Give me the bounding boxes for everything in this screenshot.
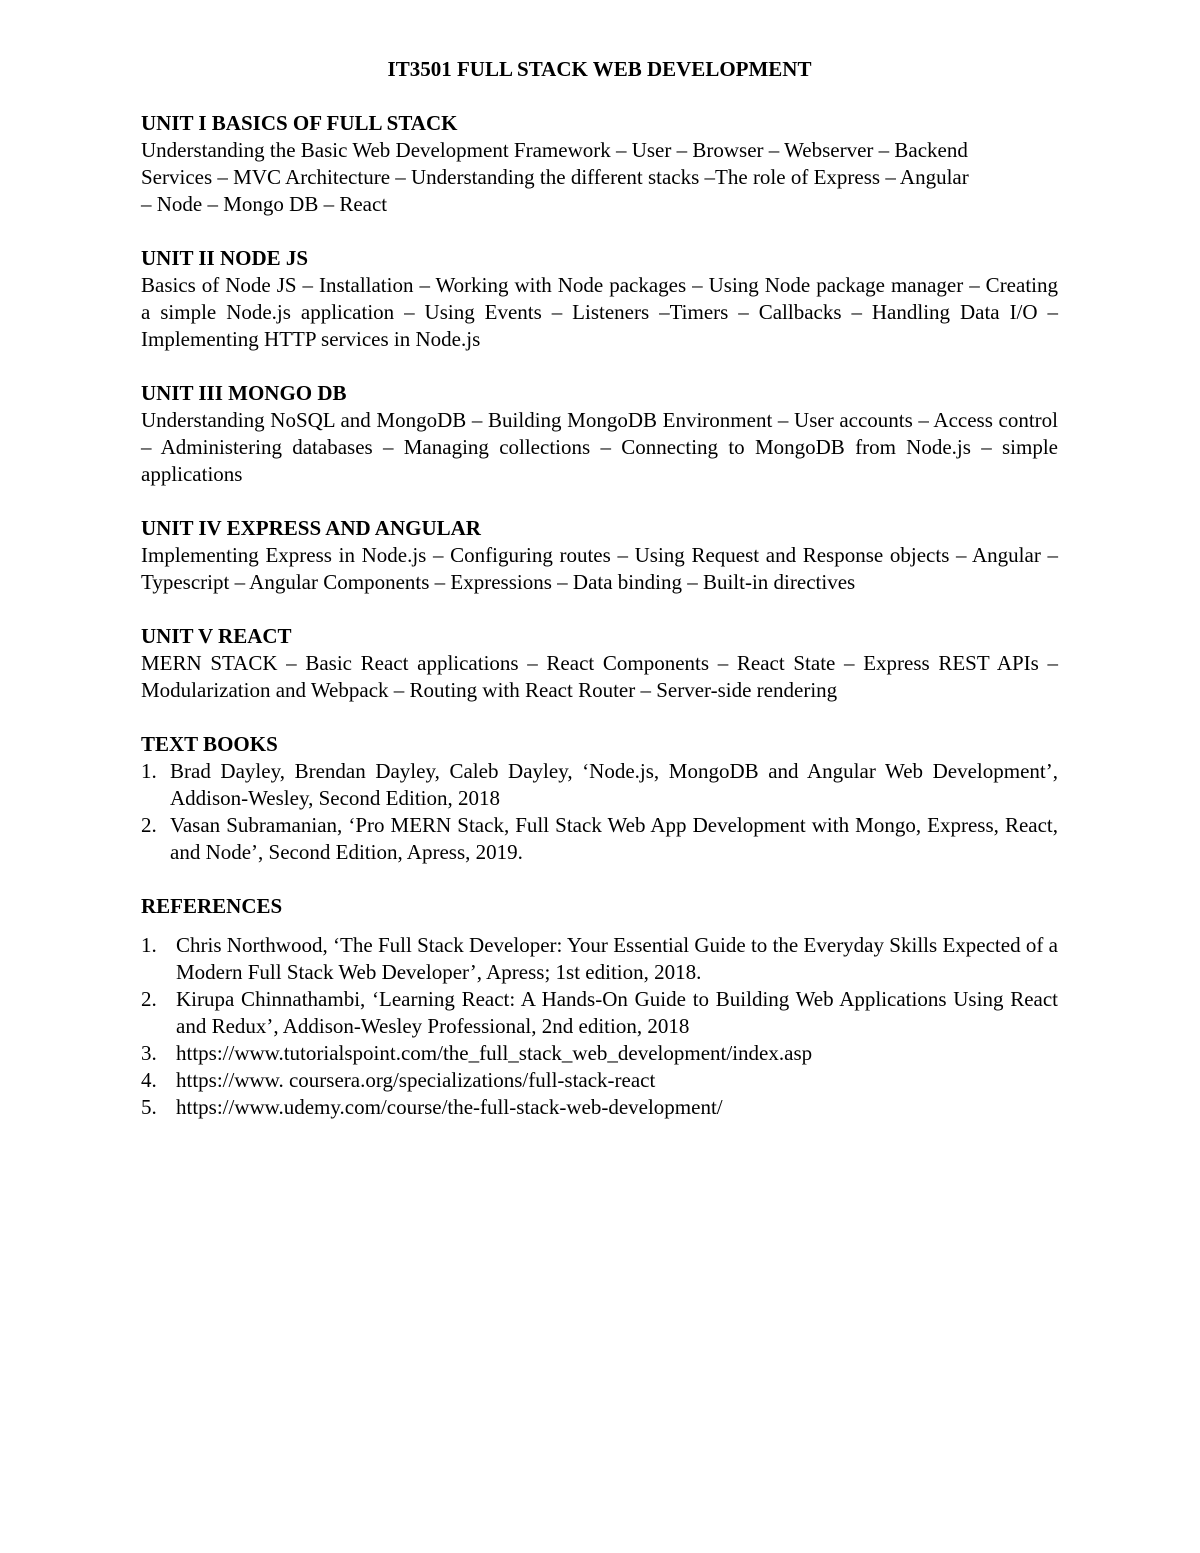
list-item xyxy=(141,1040,1058,1067)
unit-5-section xyxy=(141,623,1058,704)
list-item xyxy=(141,758,1058,812)
list-number: 1. xyxy=(141,933,157,957)
text-books-list xyxy=(141,758,1058,866)
reference-link: https://www.udemy.com/course/the-full-stack-web-development/ xyxy=(176,1095,723,1119)
unit-5-heading: UNIT V REACT xyxy=(141,624,292,648)
unit-4-body xyxy=(141,542,1058,596)
text-books-section xyxy=(141,731,1058,866)
list-item-text: Chris Northwood, ‘The Full Stack Developer: Your Essential Guide to the Everyday Skills Expected of a Modern Full Stack Web Developer’, Apress; 1st edition, 2018. xyxy=(176,933,1058,984)
list-item xyxy=(141,1094,1058,1121)
unit-5-body xyxy=(141,650,1058,704)
list-item xyxy=(141,986,1058,1040)
text-books-heading: TEXT BOOKS xyxy=(141,732,278,756)
page-title: IT3501 FULL STACK WEB DEVELOPMENT xyxy=(387,57,812,81)
unit-1-line: Services – MVC Architecture – Understanding the different stacks –The role of Express – Angular xyxy=(141,165,969,189)
list-item xyxy=(141,1067,1058,1094)
unit-2-body xyxy=(141,272,1058,353)
reference-link: https://www.tutorialspoint.com/the_full_stack_web_development/index.asp xyxy=(176,1041,813,1065)
unit-2-heading: UNIT II NODE JS xyxy=(141,246,309,270)
unit-1-line: – Node – Mongo DB – React xyxy=(141,192,388,216)
unit-1-heading: UNIT I BASICS OF FULL STACK xyxy=(141,111,458,135)
unit-3-heading: UNIT III MONGO DB xyxy=(141,381,347,405)
references-list xyxy=(141,932,1058,1121)
list-number: 2. xyxy=(141,813,157,837)
unit-3-section xyxy=(141,380,1058,488)
unit-2-text: Basics of Node JS – Installation – Working with Node packages – Using Node package manager – Creating a simple Node.js application – Using Events – Listeners –Timers – Callbacks – Handling Data I/O – Implementing HTTP services in Node.js xyxy=(141,273,1058,351)
unit-5-text: MERN STACK – Basic React applications – React Components – React State – Express REST APIs – Modularization and Webpack – Routing with React Router – Server-side rendering xyxy=(141,651,1058,702)
list-number: 4. xyxy=(141,1068,157,1092)
unit-1-line: Understanding the Basic Web Development Framework – User – Browser – Webserver – Backend xyxy=(141,138,968,162)
list-number: 3. xyxy=(141,1041,157,1065)
list-item-text: Vasan Subramanian, ‘Pro MERN Stack, Full Stack Web App Development with Mongo, Express, React, and Node’, Second Edition, Apress, 2019. xyxy=(170,813,1058,864)
list-number: 2. xyxy=(141,987,157,1011)
document-page xyxy=(141,56,1058,1121)
list-item-text: Brad Dayley, Brendan Dayley, Caleb Dayley, ‘Node.js, MongoDB and Angular Web Development’, Addison-Wesley, Second Edition, 2018 xyxy=(170,759,1058,810)
reference-link: https://www. coursera.org/specializations/full-stack-react xyxy=(176,1068,656,1092)
references-section xyxy=(141,893,1058,1121)
unit-1-body xyxy=(141,137,1058,218)
unit-2-section xyxy=(141,245,1058,353)
list-number: 5. xyxy=(141,1095,157,1119)
unit-3-body xyxy=(141,407,1058,488)
list-number: 1. xyxy=(141,759,157,783)
unit-4-heading: UNIT IV EXPRESS AND ANGULAR xyxy=(141,516,481,540)
unit-4-section xyxy=(141,515,1058,596)
list-item xyxy=(141,812,1058,866)
references-heading: REFERENCES xyxy=(141,894,283,918)
unit-3-text: Understanding NoSQL and MongoDB – Building MongoDB Environment – User accounts – Access control – Administering databases – Managing collections – Connecting to MongoDB from Node.js – simple applications xyxy=(141,408,1058,486)
unit-4-text: Implementing Express in Node.js – Configuring routes – Using Request and Response objects – Angular – Typescript – Angular Components – Expressions – Data binding – Built-in directives xyxy=(141,543,1058,594)
list-item xyxy=(141,932,1058,986)
unit-1-section xyxy=(141,110,1058,218)
list-item-text: Kirupa Chinnathambi, ‘Learning React: A Hands-On Guide to Building Web Applications Using React and Redux’, Addison-Wesley Professional, 2nd edition, 2018 xyxy=(176,987,1058,1038)
